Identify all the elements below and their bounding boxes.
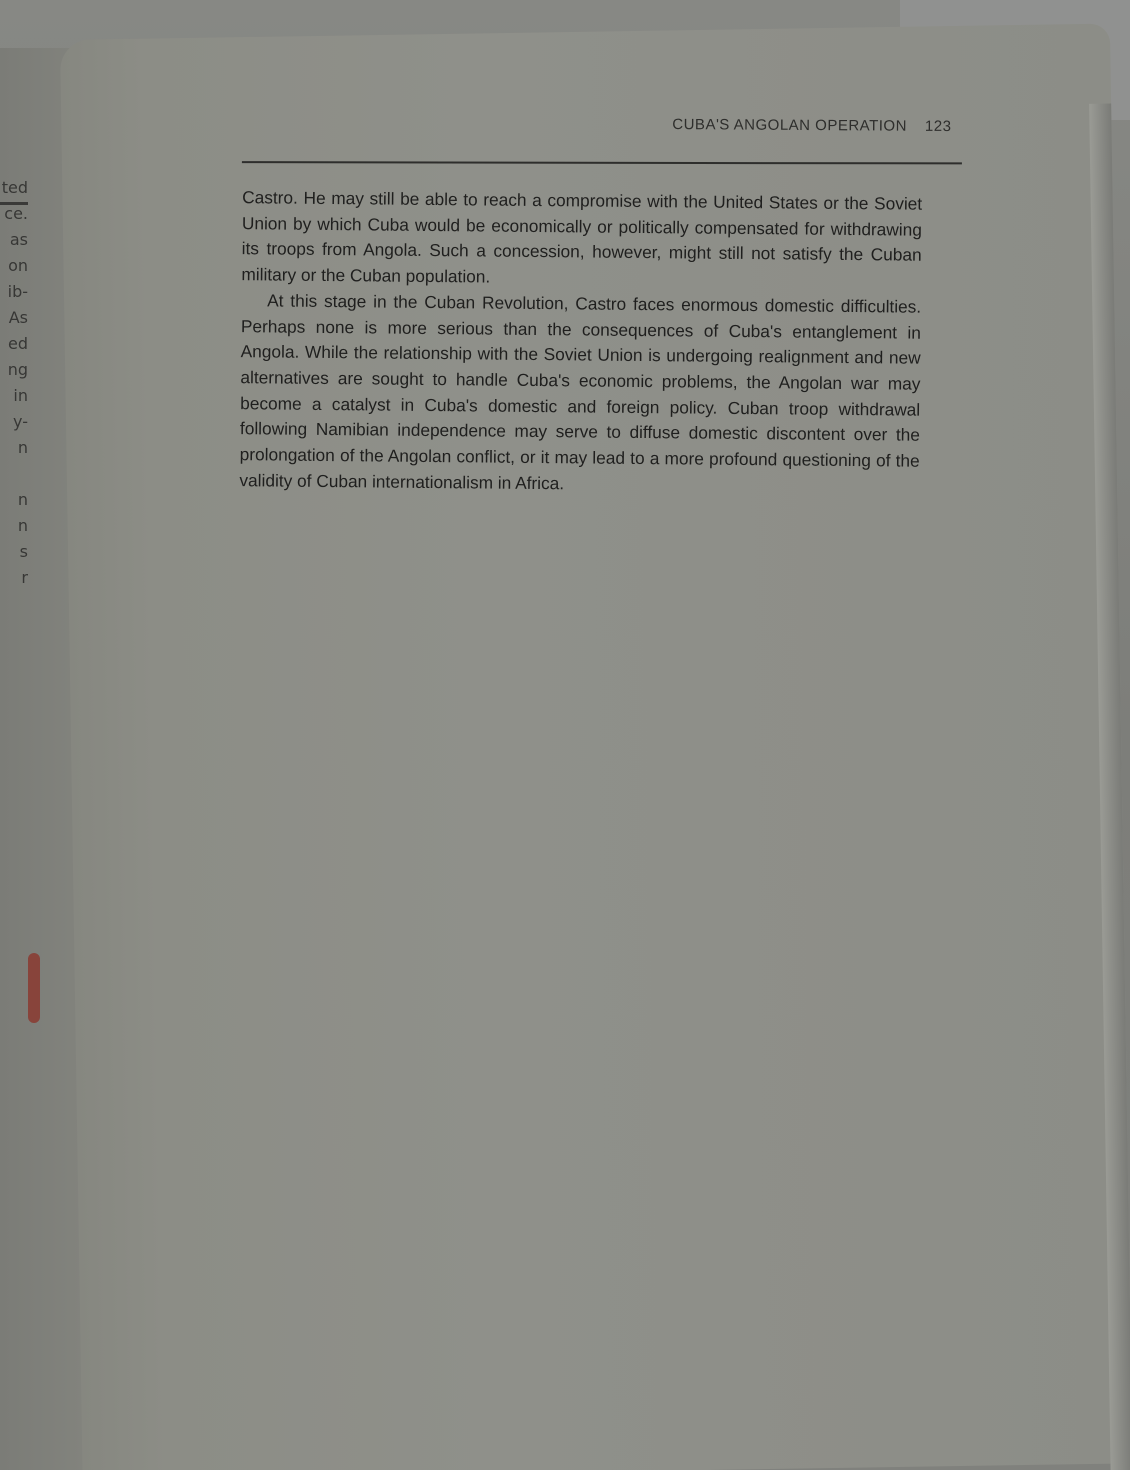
page-edge — [1089, 103, 1130, 1470]
left-page-fragment: n — [17, 490, 28, 509]
left-page-fragment: ed — [8, 334, 28, 353]
left-page-fragment: As — [8, 308, 28, 327]
left-page-fragment: r — [21, 568, 28, 587]
left-page-fragment: ted — [1, 178, 28, 197]
left-page-fragment: s — [19, 542, 28, 561]
left-page-fragment: ce. — [4, 204, 28, 223]
red-page-mark — [28, 953, 40, 1023]
running-header — [241, 113, 951, 135]
left-page-fragment: in — [13, 386, 28, 405]
left-page-fragment: ng — [7, 360, 28, 379]
header-title: CUBA'S ANGOLAN OPERATION — [672, 116, 907, 135]
paragraph-1: Castro. He may still be able to reach a compromise with the United States or the Soviet Union by which Cuba would be economically or politically compensated for withdrawing its troops from Angola. Such a concession, however, might still not satisfy the Cuban military or the Cuban population. — [241, 187, 923, 287]
left-page-fragment: n — [17, 516, 28, 535]
header-rule — [242, 161, 962, 164]
page-number: 123 — [924, 117, 952, 136]
left-page-fragment: as — [9, 230, 28, 249]
right-page — [60, 24, 1130, 1470]
body-text — [239, 185, 922, 500]
left-page-fragment: ib- — [7, 282, 28, 301]
left-page-fragment: n — [17, 438, 28, 457]
left-page-fragment: y- — [13, 412, 28, 431]
left-page-fragment: on — [8, 256, 28, 275]
paragraph-2: At this stage in the Cuban Revolution, Castro faces enormous domestic difficulties. Perhaps none is more serious than the consequences of Cuba's entanglement in Angola. While the relationship with the Soviet Union is undergoing realignment and new alternatives are sought to handle Cuba's economic problems, the Angolan war may become a catalyst in Cuba's domestic and foreign policy. Cuban troop withdrawal following Namibian independence may serve to diffuse domestic discontent over the prolongation of the Angolan conflict, or it may lead to a more profound questioning of the validity of Cuban internationalism in Africa. — [239, 290, 922, 493]
